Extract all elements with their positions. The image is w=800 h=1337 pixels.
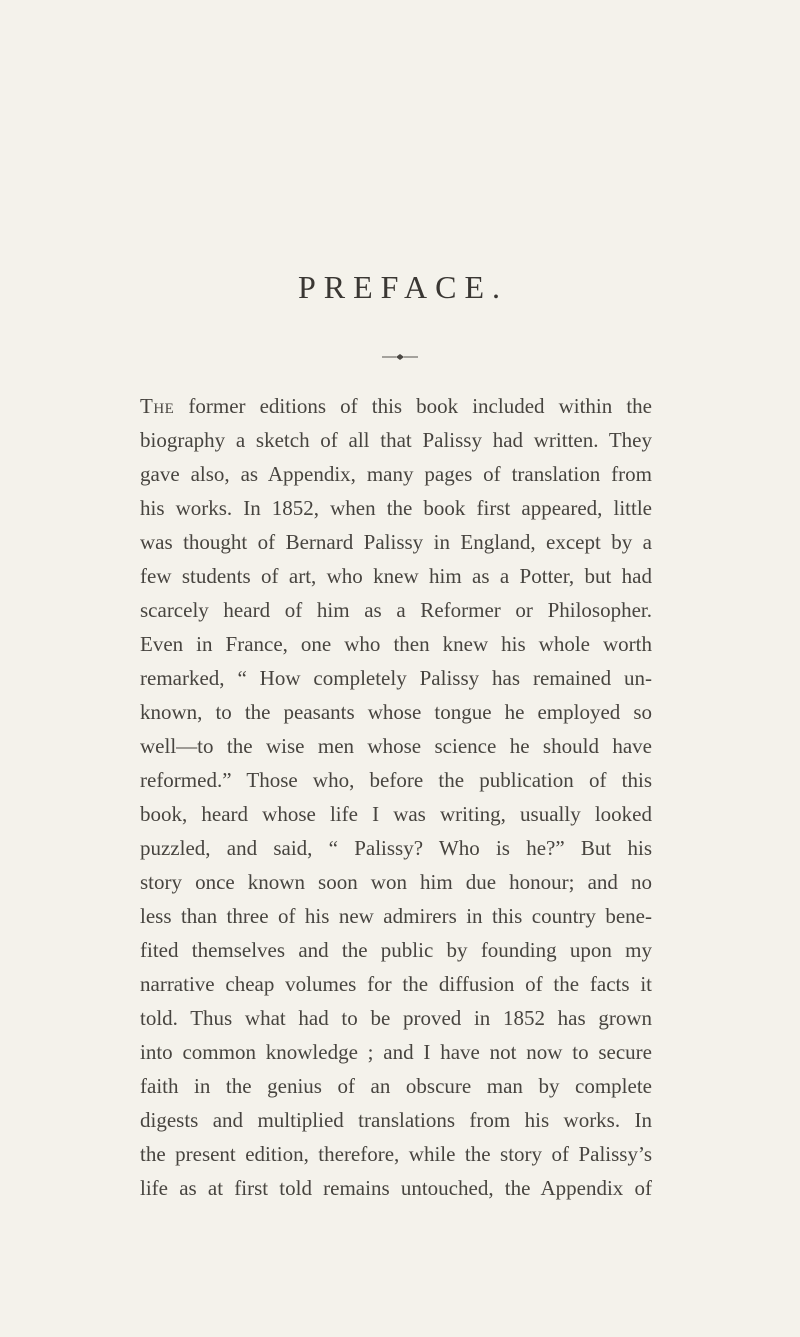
text-line: into common knowledge ; and I have not now to secure — [140, 1040, 652, 1064]
text-line: few students of art, who knew him as a Potter, but had — [140, 564, 652, 588]
text-line: reformed.” Those who, before the publication of this — [140, 768, 652, 792]
text-line: told. Thus what had to be proved in 1852 has grown — [140, 1006, 652, 1030]
text-line: gave also, as Appendix, many pages of translation from — [140, 462, 652, 486]
text-line: remarked, “ How completely Palissy has remained un- — [140, 666, 652, 690]
text-line: digests and multiplied translations from his works. In — [140, 1108, 652, 1132]
text-line: biography a sketch of all that Palissy had written. They — [140, 428, 652, 452]
text-line: Even in France, one who then knew his whole worth — [140, 632, 652, 656]
text-line: puzzled, and said, “ Palissy? Who is he?” But his — [140, 836, 652, 860]
text-line: narrative cheap volumes for the diffusion of the facts it — [140, 972, 652, 996]
text-line: the present edition, therefore, while the story of Palissy’s — [140, 1142, 652, 1166]
text-line: life as at first told remains untouched, the Appendix of — [140, 1176, 652, 1200]
ornament-divider-icon — [382, 352, 418, 362]
text-line: story once known soon won him due honour; and no — [140, 870, 652, 894]
text-line: his works. In 1852, when the book first appeared, little — [140, 496, 652, 520]
text-line: faith in the genius of an obscure man by complete — [140, 1074, 652, 1098]
lead-word: The — [140, 394, 175, 418]
text-line: book, heard whose life I was writing, usually looked — [140, 802, 652, 826]
text-line: fited themselves and the public by founding upon my — [140, 938, 652, 962]
text-line: was thought of Bernard Palissy in England, except by a — [140, 530, 652, 554]
text-line: well—to the wise men whose science he should have — [140, 734, 652, 758]
text-line: scarcely heard of him as a Reformer or Philosopher. — [140, 598, 652, 622]
text-line-1: The former editions of this book included within the — [140, 394, 652, 418]
text-line: known, to the peasants whose tongue he employed so — [140, 700, 652, 724]
text-line: less than three of his new admirers in this country bene- — [140, 904, 652, 928]
page-title: PREFACE. — [297, 269, 509, 305]
